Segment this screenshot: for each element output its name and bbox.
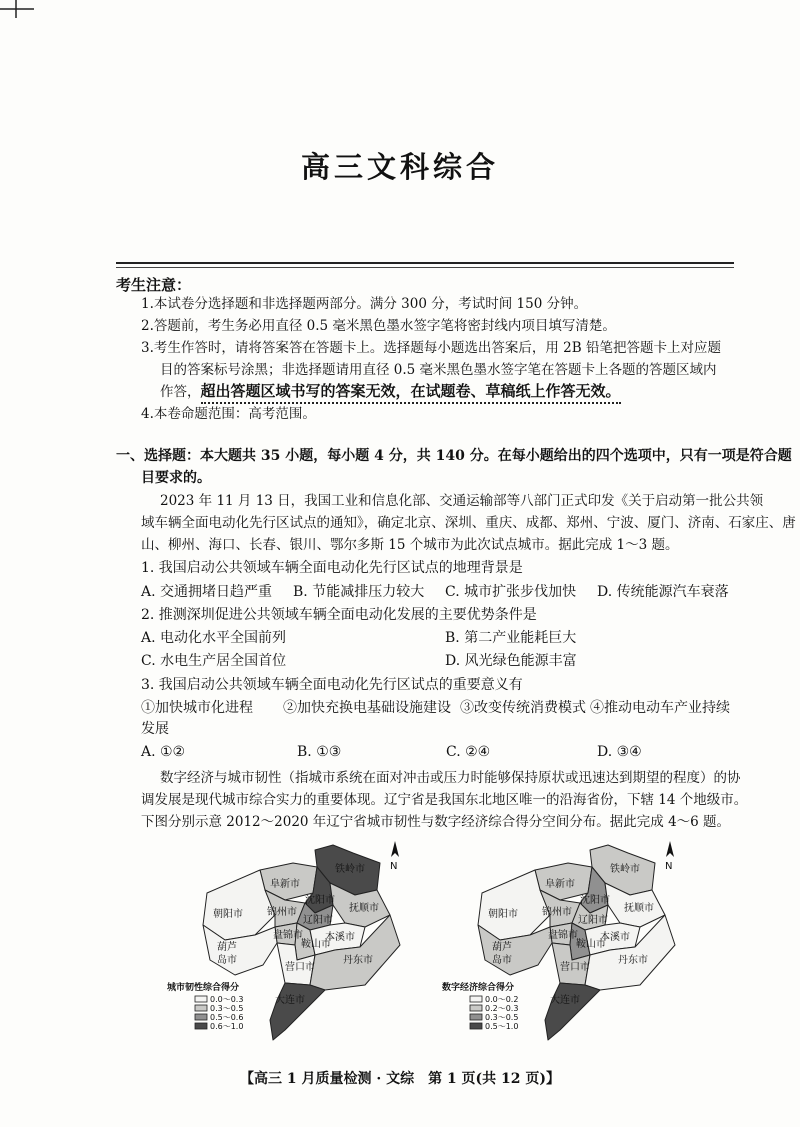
city-label-anshan: 鞍山市 xyxy=(301,939,331,950)
city-label-huludao-2: 岛市 xyxy=(492,955,512,966)
north-label: N xyxy=(665,861,673,872)
q1-option-d: D. 传统能源汽车衰落 xyxy=(597,584,729,600)
q3-statement-4: ④推动电动车产业持续 xyxy=(590,700,730,716)
passage2-line-2: 调发展是现代城市综合实力的重要体现。辽宁省是我国东北地区唯一的沿海省份，下辖 14 个地级市。 xyxy=(141,792,748,808)
north-arrow xyxy=(665,841,674,872)
city-label-dalian: 大连市 xyxy=(275,995,305,1006)
city-label-fuxin: 阜新市 xyxy=(545,879,575,890)
notice-item-4: 4.本卷命题范围：高考范围。 xyxy=(141,406,316,422)
region-dalian xyxy=(545,983,600,1040)
digital-economy-legend-swatch-1 xyxy=(470,996,482,1002)
notice-item-3-line-3 xyxy=(160,381,778,402)
q1-option-b: B. 节能减排压力较大 xyxy=(293,584,425,600)
city-label-liaoyang: 辽阳市 xyxy=(578,915,608,926)
q2-option-a: A. 电动化水平全国前列 xyxy=(141,630,287,646)
notice-item-3-line-1: 3.考生作答时，请将答案答在答题卡上。选择题每小题选出答案后，用 2B 铅笔把答题卡上对应题 xyxy=(141,340,721,356)
city-label-fuxin: 阜新市 xyxy=(270,879,300,890)
page-footer: 【高三 1 月质量检测 · 文综 第 1 页(共 12 页)】 xyxy=(239,1071,561,1087)
q3-option-b: B. ①③ xyxy=(297,744,342,760)
city-label-panjin: 盘锦市 xyxy=(548,930,578,941)
digital-economy-legend xyxy=(442,981,518,1031)
resilience-legend-item-1: 0.0～0.3 xyxy=(210,995,244,1004)
city-label-huludao-2: 岛市 xyxy=(217,955,237,966)
digital-economy-legend-swatch-3 xyxy=(470,1014,482,1020)
q1-option-a: A. 交通拥堵日趋严重 xyxy=(141,584,273,600)
city-label-yingkou: 营口市 xyxy=(285,962,315,973)
title-rule-thick xyxy=(116,262,734,264)
city-label-shenyang: 沈阳市 xyxy=(580,895,610,906)
resilience-legend-item-4: 0.6～1.0 xyxy=(210,1022,244,1031)
city-label-liaoyang: 辽阳市 xyxy=(303,915,333,926)
city-label-shenyang: 沈阳市 xyxy=(305,895,335,906)
q3-statement-1: ①加快城市化进程 xyxy=(141,700,253,716)
passage2-line-3: 下图分别示意 2012～2020 年辽宁省城市韧性与数字经济综合得分空间分布。据此完成 4～6 题。 xyxy=(141,814,731,830)
q3-option-a: A. ①② xyxy=(141,744,186,760)
resilience-legend-swatch-3 xyxy=(195,1014,207,1020)
section-heading-line-2: 目要求的。 xyxy=(141,470,211,486)
resilience-legend-item-2: 0.3～0.5 xyxy=(210,1004,244,1013)
notice-item-3-prefix: 作答， xyxy=(160,384,201,400)
digital-economy-legend-swatch-4 xyxy=(470,1023,482,1029)
q3-statement-3: ③改变传统消费模式 xyxy=(460,700,586,716)
q1-stem: 1. 我国启动公共领域车辆全面电动化先行区试点的地理背景是 xyxy=(141,560,523,576)
resilience-legend-swatch-1 xyxy=(195,996,207,1002)
north-label: N xyxy=(390,861,398,872)
q3-stem: 3. 我国启动公共领域车辆全面电动化先行区试点的重要意义有 xyxy=(141,677,523,693)
resilience-legend-swatch-2 xyxy=(195,1005,207,1011)
city-label-benxi: 本溪市 xyxy=(600,932,630,943)
exam-title: 高三文科综合 xyxy=(300,150,499,184)
notice-item-1: 1.本试卷分选择题和非选择题两部分。满分 300 分，考试时间 150 分钟。 xyxy=(141,296,588,312)
digital-economy-legend-swatch-2 xyxy=(470,1005,482,1011)
q3-option-c: C. ②④ xyxy=(446,744,491,760)
city-label-fushun: 抚顺市 xyxy=(349,903,379,914)
city-label-yingkou: 营口市 xyxy=(560,962,590,973)
city-label-anshan: 鞍山市 xyxy=(576,939,606,950)
city-label-huludao-1: 葫芦 xyxy=(217,942,237,953)
q2-option-c: C. 水电生产居全国首位 xyxy=(141,653,287,669)
resilience-legend-item-3: 0.5～0.6 xyxy=(210,1013,244,1022)
resilience-legend xyxy=(167,981,243,1031)
section-heading-line-1: 一、选择题：本大题共 35 小题，每小题 4 分，共 140 分。在每小题给出的四个选项中，只有一项是符合题 xyxy=(116,448,792,464)
city-label-benxi: 本溪市 xyxy=(325,932,355,943)
passage1-line-3: 山、柳州、海口、长春、银川、鄂尔多斯 15 个城市为此次试点城市。据此完成 1～3 题。 xyxy=(141,537,679,553)
q3-statement-2: ②加快充换电基础设施建设 xyxy=(283,700,451,716)
digital-economy-legend-item-3: 0.3～0.5 xyxy=(485,1013,519,1022)
city-label-chaoyang: 朝阳市 xyxy=(213,909,243,920)
q2-stem: 2. 推测深圳促进公共领域车辆全面电动化发展的主要优势条件是 xyxy=(141,607,537,623)
q3-option-d: D. ③④ xyxy=(597,744,642,760)
q3-statement-4-cont: 发展 xyxy=(141,721,169,737)
north-arrow xyxy=(390,841,399,872)
city-label-tieling: 铁岭市 xyxy=(610,864,640,875)
resilience-legend-swatch-4 xyxy=(195,1023,207,1029)
notice-item-3-line-2: 目的答案标号涂黑；非选择题请用直径 0.5 毫米黑色墨水签字笔在答题卡上各题的答题区域内 xyxy=(160,362,717,378)
city-label-dandong: 丹东市 xyxy=(343,955,373,966)
notice-heading: 考生注意： xyxy=(116,276,192,294)
city-label-dalian: 大连市 xyxy=(550,995,580,1006)
passage2-line-1: 数字经济与城市韧性（指城市系统在面对冲击或压力时能够保持原状或迅速达到期望的程度）的协 xyxy=(160,770,741,786)
passage1-line-2: 域车辆全面电动化先行区试点的通知》，确定北京、深圳、重庆、成都、郑州、宁波、厦门、济南、石家庄、唐 xyxy=(141,515,796,531)
city-label-jinzhou: 锦州市 xyxy=(267,907,297,918)
region-dalian xyxy=(270,983,325,1040)
city-label-huludao-1: 葫芦 xyxy=(492,942,512,953)
digital-economy-legend-title: 数字经济综合得分 xyxy=(442,983,515,993)
city-label-jinzhou: 锦州市 xyxy=(542,907,572,918)
digital-economy-legend-item-2: 0.2～0.3 xyxy=(485,1004,519,1013)
corner-mark xyxy=(0,0,42,18)
city-label-fushun: 抚顺市 xyxy=(624,903,654,914)
city-label-chaoyang: 朝阳市 xyxy=(488,909,518,920)
notice-item-2: 2.答题前，考生务必用直径 0.5 毫米黑色墨水签字笔将密封线内项目填写清楚。 xyxy=(141,318,616,334)
digital-economy-legend-item-4: 0.5～1.0 xyxy=(485,1022,519,1031)
q1-option-c: C. 城市扩张步伐加快 xyxy=(445,584,577,600)
city-label-panjin: 盘锦市 xyxy=(273,930,303,941)
notice-item-3-emphasis: 超出答题区域书写的答案无效，在试题卷、草稿纸上作答无效。 xyxy=(201,382,621,404)
title-rule-thin xyxy=(116,267,734,268)
q2-option-b: B. 第二产业能耗巨大 xyxy=(445,630,577,646)
resilience-legend-title: 城市韧性综合得分 xyxy=(167,983,240,993)
city-label-tieling: 铁岭市 xyxy=(335,864,365,875)
digital-economy-map xyxy=(440,835,685,1050)
passage1-line-1: 2023 年 11 月 13 日，我国工业和信息化部、交通运输部等八部门正式印发《关于启动第一批公共领 xyxy=(160,493,764,509)
city-label-dandong: 丹东市 xyxy=(618,955,648,966)
digital-economy-legend-item-1: 0.0～0.2 xyxy=(485,995,519,1004)
q2-option-d: D. 风光绿色能源丰富 xyxy=(445,653,577,669)
resilience-map xyxy=(165,835,410,1050)
